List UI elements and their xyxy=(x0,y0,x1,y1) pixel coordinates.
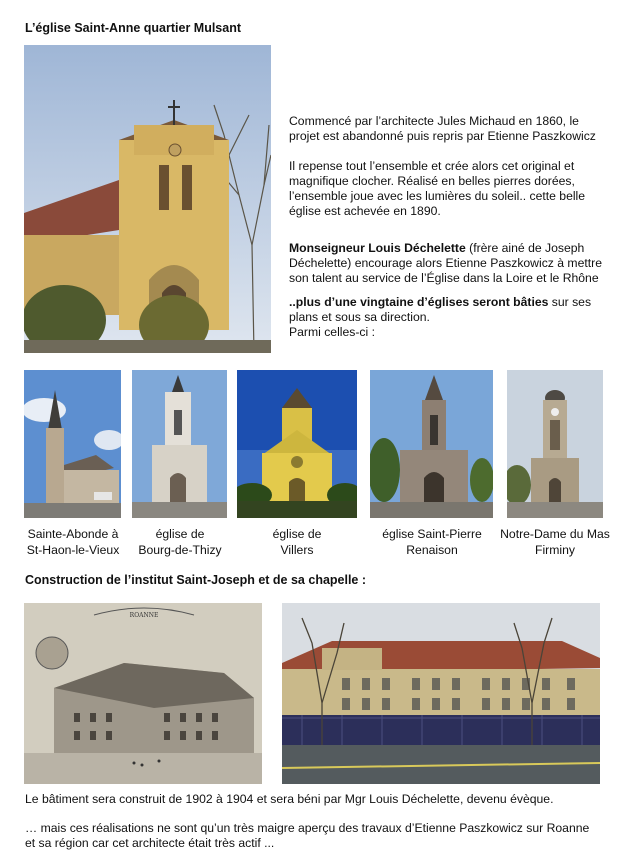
intro-paragraph-4: ..plus d’une vingtaine d’églises seront bâties sur ses plans et sous sa direction. Parmi celles-ci : xyxy=(289,295,592,339)
church-photo-bourg-de-thizy xyxy=(132,370,227,518)
church-photo-firminy xyxy=(507,370,603,518)
intro-paragraph-3: Monseigneur Louis Déchelette (frère ainé de Joseph Déchelette) encourage alors Etienne Paszkowicz à mettre son talent au service de l’Église dans la Loire et le Rhône xyxy=(289,241,602,285)
dechelette-name: Monseigneur Louis Déchelette xyxy=(289,241,466,255)
church-photo-st-haon xyxy=(24,370,121,518)
postcard-caption: ROANNE xyxy=(129,612,159,619)
caption-st-haon: Sainte-Abonde à St-Haon-le-Vieux xyxy=(26,527,120,557)
intro-text-block xyxy=(289,114,611,340)
institut-modern-photo xyxy=(282,603,600,784)
church-photo-villers xyxy=(237,370,357,518)
footer-construction-text: Le bâtiment sera construit de 1902 à 1904 et sera béni par Mgr Louis Déchelette, devenu évèque. xyxy=(25,792,554,806)
institut-old-postcard xyxy=(24,603,262,784)
caption-villers: église de Villers xyxy=(272,527,322,557)
vingtaine-highlight: ..plus d’une vingtaine d’églises seront bâties xyxy=(289,295,549,309)
caption-bourg-de-thizy: église de Bourg-de-Thizy xyxy=(138,527,222,557)
section-title-institut: Construction de l’institut Saint-Joseph et de sa chapelle : xyxy=(25,573,367,587)
intro-paragraph-1: Commencé par l’architecte Jules Michaud en 1860, le projet est abandonné puis repris par Etienne Paszkowicz xyxy=(289,114,596,143)
sainte-anne-church-photo xyxy=(24,45,271,353)
intro-paragraph-2: Il repense tout l’ensemble et crée alors cet original et magnifique clocher. Réalisé en belles pierres dorées, l’ensemble joue avec les lumières du soleil.. cette belle église est achevée en 1890. xyxy=(289,159,586,218)
church-photo-renaison xyxy=(370,370,493,518)
page-title: L’église Saint-Anne quartier Mulsant xyxy=(25,21,242,35)
caption-renaison: église Saint-Pierre Renaison xyxy=(382,527,482,557)
footer-conclusion-text: … mais ces réalisations ne sont qu’un très maigre aperçu des travaux d’Etienne Paszkowicz sur Roanne et sa région car cet architecte était très actif ... xyxy=(25,821,590,850)
caption-firminy: Notre-Dame du Mas Firminy xyxy=(500,527,610,557)
